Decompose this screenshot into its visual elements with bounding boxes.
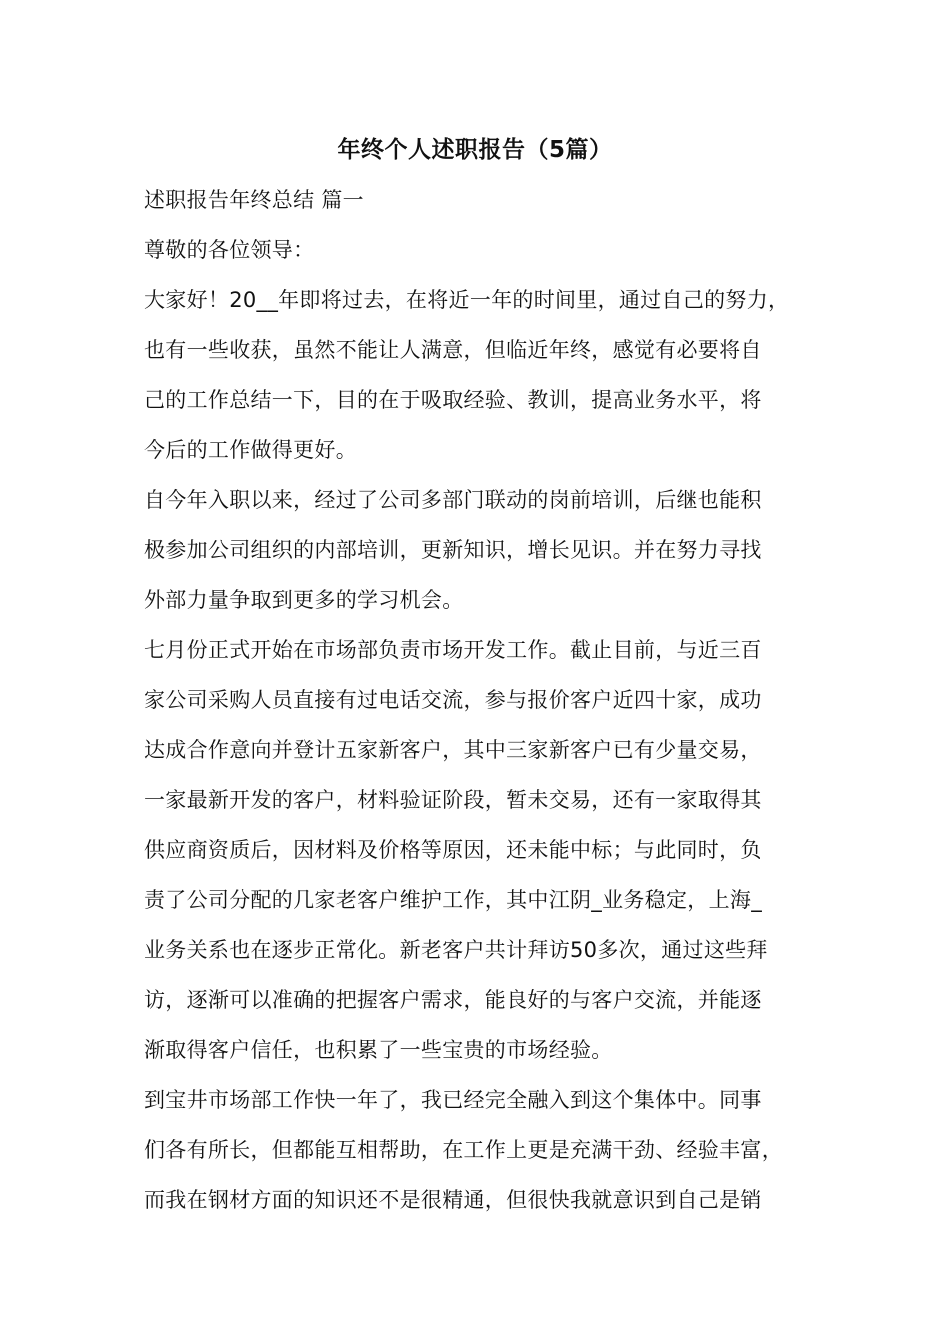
text-line: 而我在钢材方面的知识还不是很精通，但很快我就意识到自己是销: [144, 1188, 762, 1212]
text-line: 们各有所长，但都能互相帮助，在工作上更是充满干劲、经验丰富，: [144, 1138, 783, 1162]
text-line: 一家最新开发的客户，材料验证阶段，暂未交易，还有一家取得其: [144, 788, 762, 812]
text-line: 己的工作总结一下，目的在于吸取经验、教训，提高业务水平，将: [144, 388, 762, 412]
text-line: 达成合作意向并登计五家新客户，其中三家新客户已有少量交易，: [144, 738, 762, 762]
text-line: 供应商资质后，因材料及价格等原因，还未能中标；与此同时，负: [144, 838, 762, 862]
text-line: 今后的工作做得更好。: [144, 438, 357, 462]
text-line: 责了公司分配的几家老客户维护工作，其中江阴_业务稳定，上海_: [144, 888, 762, 912]
document-body: [144, 182, 834, 1232]
text-line: 家公司采购人员直接有过电话交流，参与报价客户近四十家，成功: [144, 688, 762, 712]
text-line: 渐取得客户信任，也积累了一些宝贵的市场经验。: [144, 1038, 613, 1062]
text-line: 自今年入职以来，经过了公司多部门联动的岗前培训，后继也能积: [144, 488, 762, 512]
text-line: 访，逐渐可以准确的把握客户需求，能良好的与客户交流，并能逐: [144, 988, 762, 1012]
document-title: 年终个人述职报告（5篇）: [337, 137, 613, 163]
text-line: 极参加公司组织的内部培训，更新知识，增长见识。并在努力寻找: [144, 538, 762, 562]
text-line: 外部力量争取到更多的学习机会。: [144, 588, 464, 612]
text-line: 到宝井市场部工作快一年了，我已经完全融入到这个集体中。同事: [144, 1088, 762, 1112]
text-line: 大家好！20__年即将过去，在将近一年的时间里，通过自己的努力，: [144, 288, 790, 312]
text-line: 也有一些收获，虽然不能让人满意，但临近年终，感觉有必要将自: [144, 338, 762, 362]
salutation: 尊敬的各位领导：: [144, 238, 315, 262]
section-heading: 述职报告年终总结 篇一: [144, 188, 364, 212]
text-line: 业务关系也在逐步正常化。新老客户共计拜访50多次，通过这些拜: [144, 938, 768, 962]
text-line: 七月份正式开始在市场部负责市场开发工作。截止目前，与近三百: [144, 638, 762, 662]
